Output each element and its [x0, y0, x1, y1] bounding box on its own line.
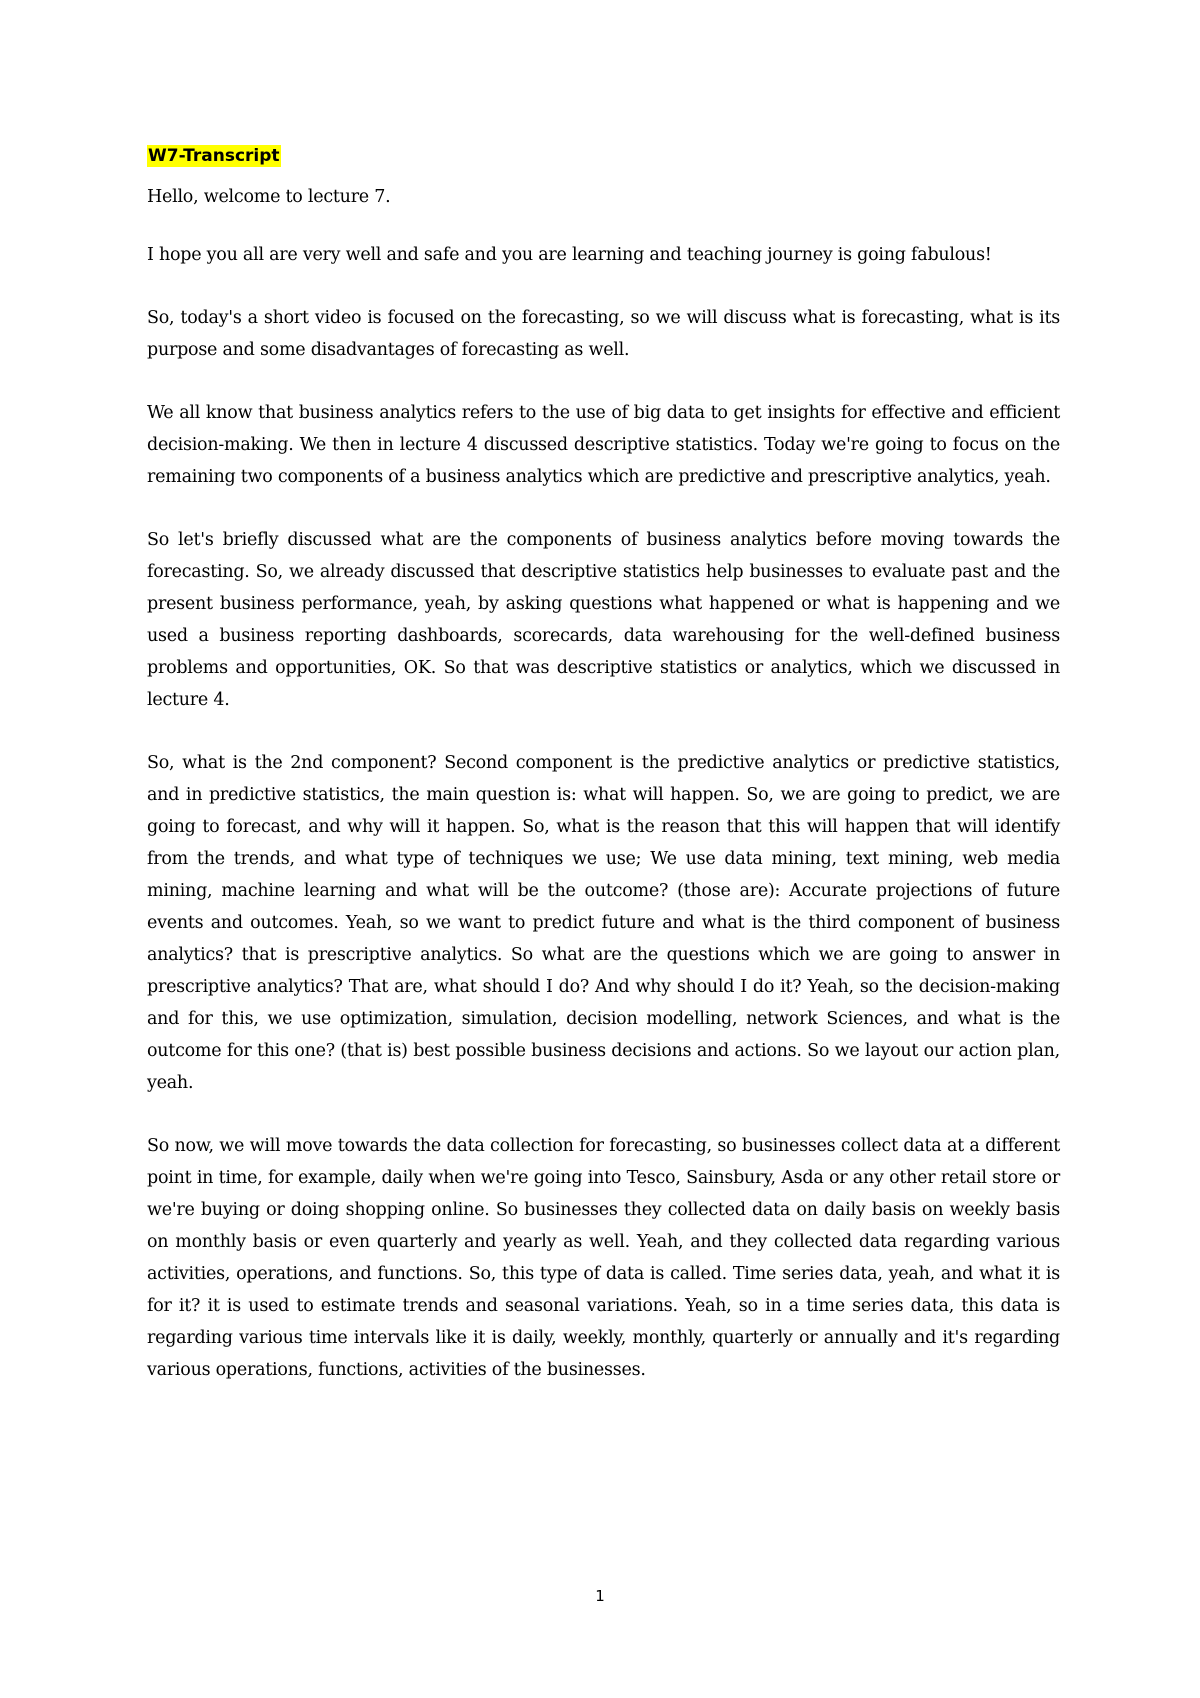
paragraph-components: So let's briefly discussed what are the components of business analytics before moving towards the forecasting. So, we already discussed that descriptive statistics help businesses to evaluate past and the present business performance, yeah, by asking questions what happened or what is happening and we used a business reporting dashboards, scorecards, data warehousing for the well-defined business problems and opportunities, OK. So that was descriptive statistics or analytics, which we discussed in lecture 4.: [147, 530, 1060, 710]
document-title: W7-Transcript: [148, 146, 280, 166]
paragraph-greeting: Hello, welcome to lecture 7.: [147, 187, 391, 207]
paragraph-wellbeing: I hope you all are very well and safe and you are learning and teaching journey is going fabulous!: [147, 245, 992, 265]
paragraph-predictive-prescriptive: So, what is the 2nd component? Second component is the predictive analytics or predictive statistics, and in predictive statistics, the main question is: what will happen. So, we are going to predict, we are going to forecast, and why will it happen. So, what is the reason that this will happen that will identify from the trends, and what type of techniques we use; We use data mining, text mining, web media mining, machine learning and what will be the outcome? (those are): Accurate projections of future events and outcomes. Yeah, so we want to predict future and what is the third component of business analytics? that is prescriptive analytics. So what are the questions which we are going to answer in prescriptive analytics? That are, what should I do? And why should I do it? Yeah, so the decision-making and for this, we use optimization, simulation, decision modelling, network Sciences, and what is the outcome for this one? (that is) best possible business decisions and actions. So we layout our action plan, yeah.: [147, 753, 1060, 1093]
page-number: 1: [595, 1587, 605, 1605]
paragraph-business-analytics: We all know that business analytics refers to the use of big data to get insights for effective and efficient decision-making. We then in lecture 4 discussed descriptive statistics. Today we're going to focus on the remaining two components of a business analytics which are predictive and prescriptive analytics, yeah.: [147, 403, 1060, 487]
paragraph-topic: So, today's a short video is focused on the forecasting, so we will discuss what is forecasting, what is its purpose and some disadvantages of forecasting as well.: [147, 308, 1060, 360]
paragraph-data-collection: So now, we will move towards the data collection for forecasting, so businesses collect data at a different point in time, for example, daily when we're going into Tesco, Sainsbury, Asda or any other retail store or we're buying or doing shopping online. So businesses they collected data on daily basis on weekly basis on monthly basis or even quarterly and yearly as well. Yeah, and they collected data regarding various activities, operations, and functions. So, this type of data is called. Time series data, yeah, and what it is for it? it is used to estimate trends and seasonal variations. Yeah, so in a time series data, this data is regarding various time intervals like it is daily, weekly, monthly, quarterly or annually and it's regarding various operations, functions, activities of the businesses.: [147, 1136, 1060, 1380]
document-body: [147, 145, 1060, 1417]
